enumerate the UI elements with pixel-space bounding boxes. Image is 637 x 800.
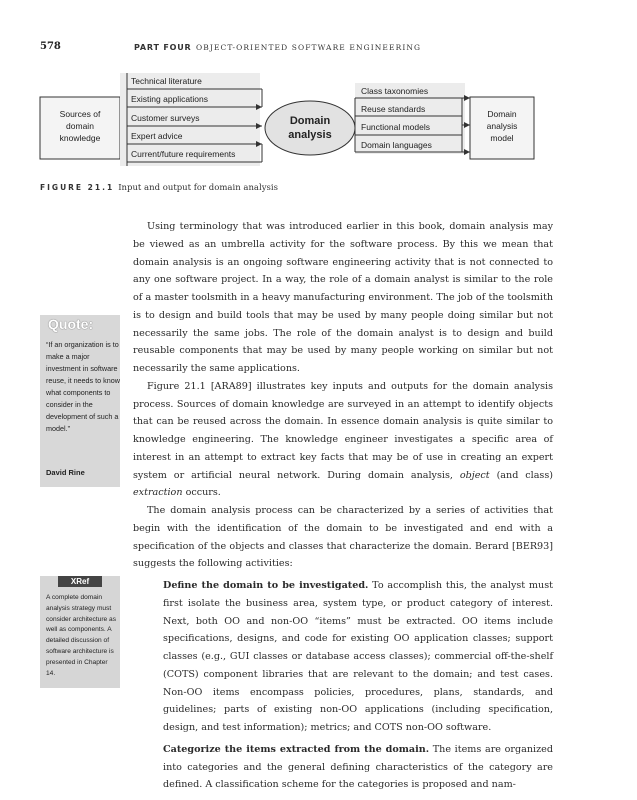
paragraph-3: The domain analysis process can be characterized by a series of activities that begin with the identification of the domain to be investigated and end with a specification of the objects and classes that characterize the domain. Berard [BER93] suggests the following activities: — [133, 505, 553, 570]
model-line-1: Domain — [487, 109, 517, 119]
domain-analysis-ellipse — [265, 101, 355, 155]
emphasis-extraction: extraction — [133, 487, 183, 499]
input-technical-literature: Technical literature — [131, 76, 202, 86]
output-reuse-standards: Reuse standards — [361, 104, 426, 114]
body-text — [133, 218, 553, 794]
input-expert-advice: Expert advice — [131, 131, 183, 141]
model-line-3: model — [490, 133, 514, 143]
activity-item-1: Define the domain to be investigated. To accomplish this, the analyst must first isolate the business area, system type, or product category of interest. Next, both OO and non-OO “items” must be extracted. OO items include specifications, designs, and code for existing OO application classes; support classes (e.g., GUI classes or database access classes); commercial off-the-shelf (COTS) component libraries that are relevant to the domain; and test cases. Non-OO items encompass policies, procedures, plans, standards, and guidelines; parts of existing non-OO applications (including specification, design, and test information); metrics; and COTS non-OO software. — [163, 580, 553, 733]
quote-author: David Rine — [46, 468, 85, 477]
sources-line-2: domain — [66, 121, 94, 131]
quote-heading: Quote: — [48, 316, 94, 332]
figure-label: FIGURE 21.1 — [40, 183, 115, 192]
domain-analysis-diagram — [0, 0, 637, 200]
input-current-future-requirements: Current/future requirements — [131, 149, 236, 159]
output-functional-models: Functional models — [361, 122, 430, 132]
part-label: PART FOUR — [134, 43, 192, 52]
xref-text: A complete domain analysis strategy must consider architecture as well as components. A detailed discussion of software architecture is presented in Chapter 14. — [46, 594, 117, 677]
xref-sidebar — [40, 576, 120, 688]
sources-line-1: Sources of — [59, 109, 101, 119]
sources-line-3: knowledge — [59, 133, 101, 143]
input-customer-surveys: Customer surveys — [131, 113, 200, 123]
center-line-1: Domain — [289, 115, 331, 127]
input-existing-applications: Existing applications — [131, 94, 209, 104]
emphasis-object: object — [459, 469, 490, 481]
activity-item-1-title: Define the domain to be investigated. — [163, 580, 369, 591]
activity-item-2-title: Categorize the items extracted from the domain. — [163, 743, 430, 755]
output-class-taxonomies: Class taxonomies — [361, 86, 429, 96]
quote-sidebar — [40, 315, 120, 487]
output-domain-languages: Domain languages — [361, 140, 432, 150]
paragraph-1: Using terminology that was introduced earlier in this book, domain analysis may be viewed as an umbrella activity for the software process. By this we mean that domain analysis is an ongoing software engineering activity that is not connected to any one software project. In a way, the role of a domain analyst is similar to the role of a master toolsmith in a heavy manufacturing environment. The job of the toolsmith is to design and build tools that may be used by many people doing similar but not necessarily the same jobs. The role of the domain analyst is to design and build reusable components that may be used by many people working on similar but not necessarily the same applications. — [133, 221, 553, 374]
activity-item-2: Categorize the items extracted from the domain. The items are organized into categories and the general defining characteristics of the category are defined. A classification scheme for the categories is proposed and nam- — [163, 743, 553, 791]
figure-caption — [40, 183, 278, 193]
quote-text: “If an organization is to make a major investment in software reuse, it needs to know what components to consider in the development of such a model.” — [46, 340, 120, 433]
paragraph-2: Figure 21.1 [ARA89] illustrates key inputs and outputs for the domain analysis process. Sources of domain knowledge are surveyed in an attempt to identify objects that can be reused across the domain. In essence domain analysis is quite similar to knowledge engineering. The knowledge engineer investigates a specific area of interest in an attempt to extract key facts that may be of use in creating an expert system or artificial neural network. During domain analysis, object (and class) extraction occurs. — [133, 380, 554, 499]
model-line-2: analysis — [486, 121, 518, 131]
figure-caption-text: Input and output for domain analysis — [118, 183, 278, 193]
center-line-2: analysis — [288, 129, 332, 141]
page-number: 578 — [40, 41, 61, 52]
xref-tag: XRef — [58, 576, 102, 587]
part-title: OBJECT-ORIENTED SOFTWARE ENGINEERING — [196, 43, 422, 52]
